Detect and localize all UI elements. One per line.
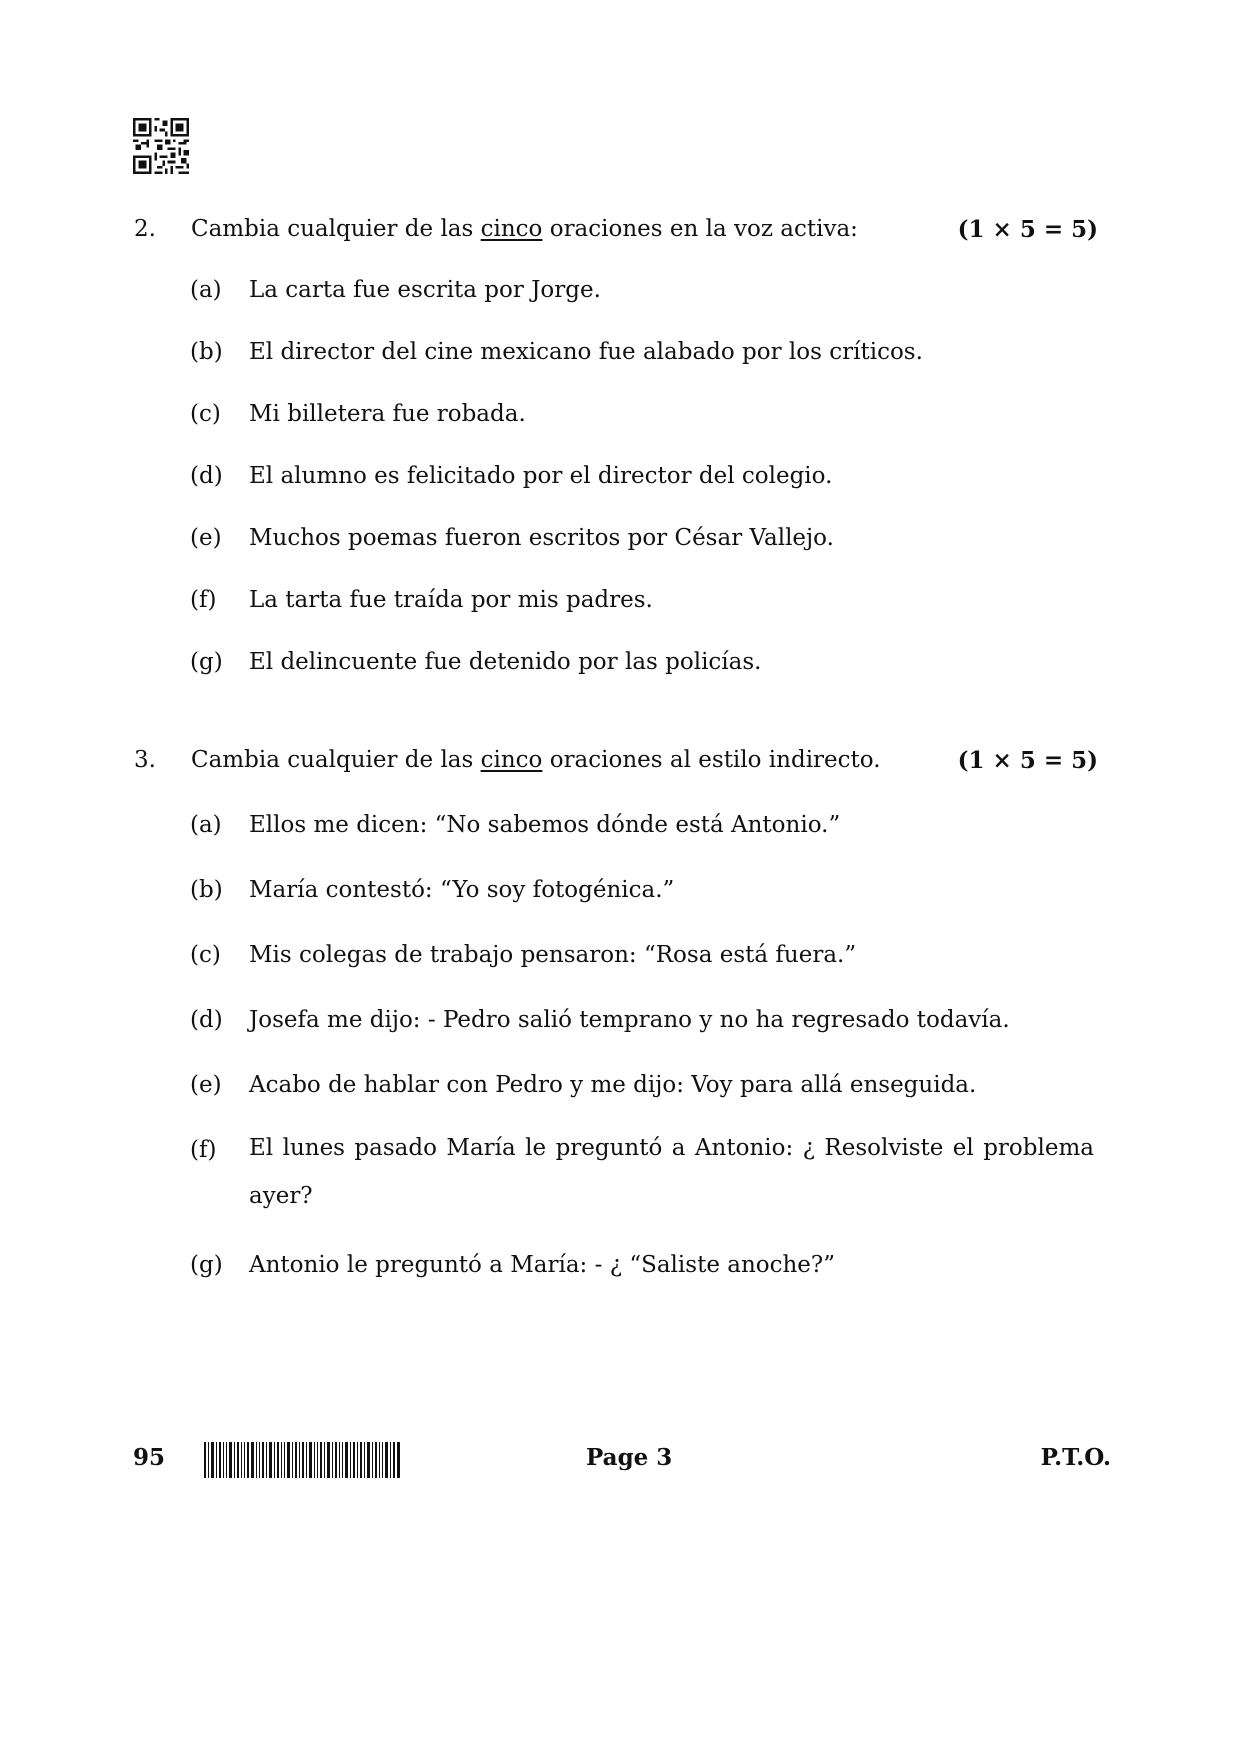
barcode (204, 1442, 400, 1478)
pto-label: P.T.O. (1040, 1444, 1111, 1471)
question-2 (0, 216, 1241, 256)
qr-code (133, 118, 189, 174)
underlined-word: cinco (480, 747, 543, 773)
underlined-word: cinco (480, 216, 543, 242)
paper-code: 95 (133, 1444, 166, 1471)
page-number: Page 3 (586, 1444, 673, 1471)
question-3 (0, 747, 1241, 787)
question-instruction: Cambia cualquier de las cinco oraciones al estilo indirecto. (191, 747, 881, 773)
question-marks: (1 × 5 = 5) (957, 747, 1098, 774)
question-number: 3. (134, 747, 156, 773)
page-footer (0, 1444, 1241, 1484)
question-instruction: Cambia cualquier de las cinco oraciones en la voz activa: (191, 216, 858, 242)
question-marks: (1 × 5 = 5) (957, 216, 1098, 243)
question-number: 2. (134, 216, 156, 242)
